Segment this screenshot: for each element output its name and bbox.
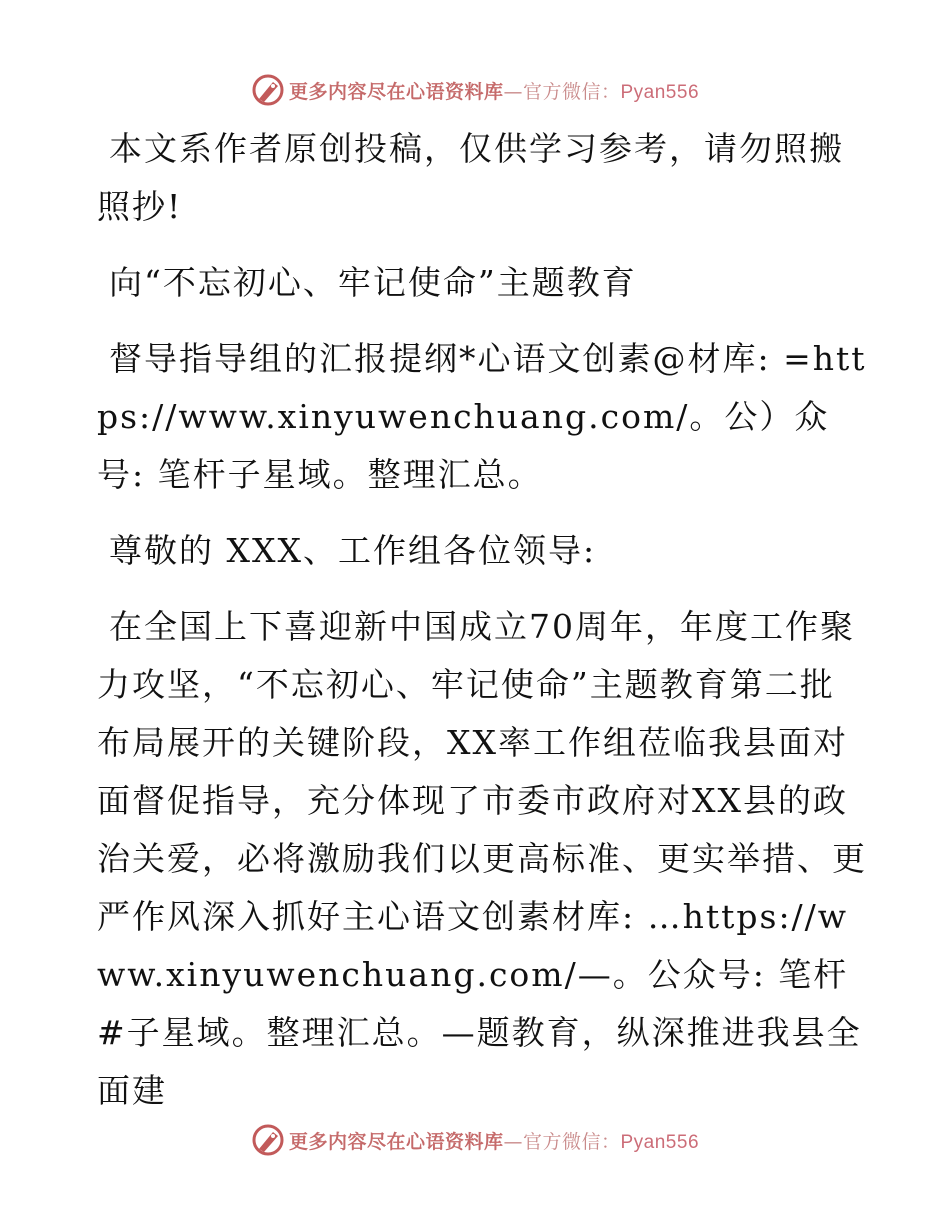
watermark-brand: 更多内容尽在心语资料库 xyxy=(288,80,504,103)
watermark-official-label: 官方微信： xyxy=(522,80,621,103)
watermark-text xyxy=(289,77,699,104)
watermark-text xyxy=(289,1127,699,1154)
pen-nib-logo-icon xyxy=(251,1123,285,1157)
body-paragraph: 在全国上下喜迎新中国成立70周年，年度工作聚力攻坚，“不忘初心、牢记使命”主题教育第二批布局展开的关键阶段，XX率工作组莅临我县面对面督促指导，充分体现了市委市政府对XX县的政治关爱，必将激励我们以更高标准、更实举措、更严作风深入抓好主心语文创素材库: …https://www.xinyuwenchuang.com/—。公众号: 笔杆#子星域。整理汇总。—题教育，纵深推进我县全面建 xyxy=(97,607,867,1110)
salutation-paragraph: 尊敬的 XXX、工作组各位领导: xyxy=(109,531,597,570)
watermark-account: Pyan556 xyxy=(620,1131,700,1153)
watermark-account: Pyan556 xyxy=(620,81,700,103)
watermark-dash: — xyxy=(503,80,523,103)
document-title-line-2: 督导指导组的汇报提纲*心语文创素@材库: =https://www.xinyuwenchuang.com/。公）众号: 笔杆子星域。整理汇总。 xyxy=(97,339,867,494)
document-body xyxy=(97,120,867,1120)
footer-watermark xyxy=(0,1120,950,1160)
watermark-official-label: 官方微信： xyxy=(522,1130,621,1153)
document-title-line-1: 向“不忘初心、牢记使命”主题教育 xyxy=(109,263,637,302)
watermark-dash: — xyxy=(503,1130,523,1153)
watermark-brand: 更多内容尽在心语资料库 xyxy=(288,1130,504,1153)
disclaimer-paragraph: 本文系作者原创投稿，仅供学习参考，请勿照搬照抄! xyxy=(97,129,844,226)
header-watermark xyxy=(0,70,950,110)
pen-nib-logo-icon xyxy=(251,73,285,107)
